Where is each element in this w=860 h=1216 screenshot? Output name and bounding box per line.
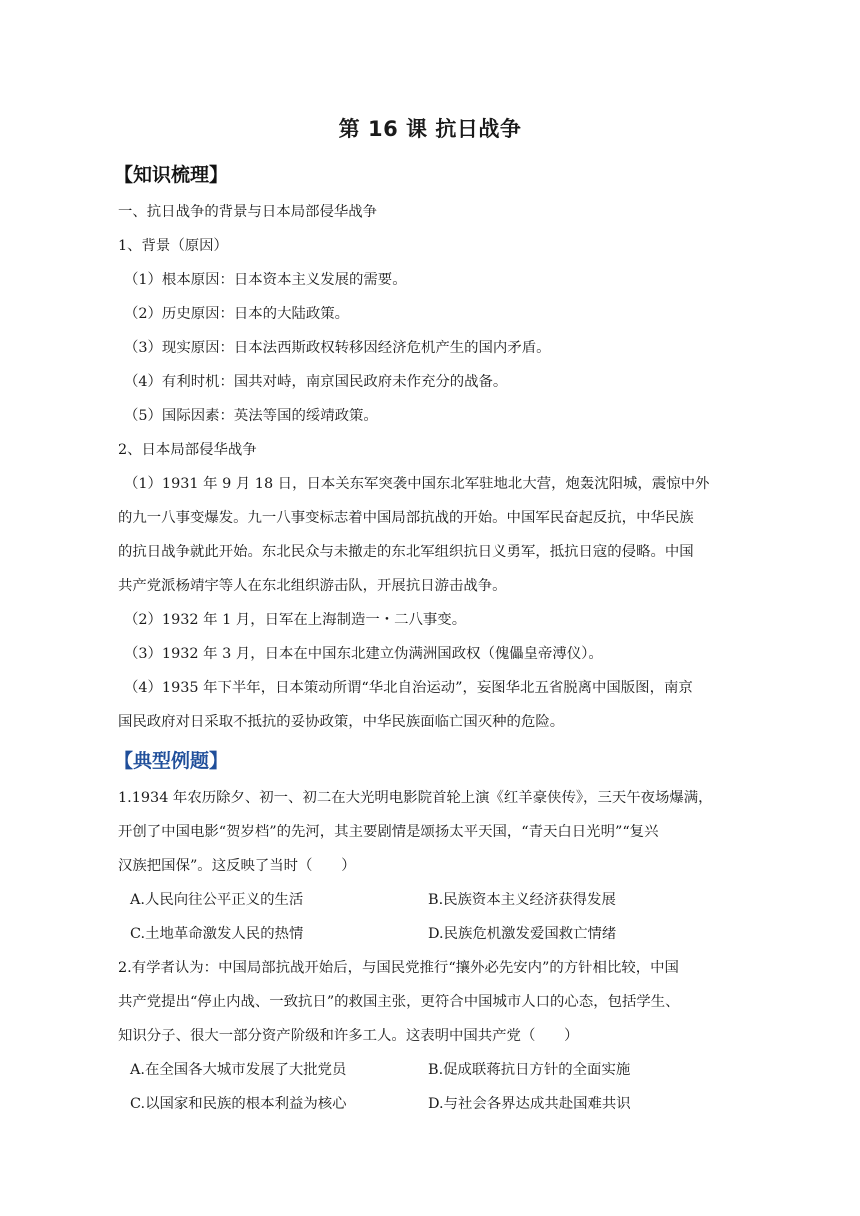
question-2-option-d[interactable]: D.与社会各界达成共赴国难共识 xyxy=(428,1096,631,1112)
war-paragraph-1-line-4: 共产党派杨靖宇等人在东北组织游击队，开展抗日游击战争。 xyxy=(118,578,507,594)
war-paragraph-1-line-2: 的九一八事变爆发。九一八事变标志着中国局部抗战的开始。中国军民奋起反抗，中华民族 xyxy=(118,510,694,526)
question-1-option-b[interactable]: B.民族资本主义经济获得发展 xyxy=(428,892,616,908)
question-1-option-c[interactable]: C.土地革命激发人民的热情 xyxy=(130,926,304,942)
question-2-option-a[interactable]: A.在全国各大城市发展了大批党员 xyxy=(130,1062,347,1078)
subheading-background: 1、背景（原因） xyxy=(118,238,228,254)
war-paragraph-2: （2）1932 年 1 月，日军在上海制造一・二八事变。 xyxy=(124,612,467,628)
war-paragraph-1-line-1: （1）1931 年 9 月 18 日，日本关东军突袭中国东北军驻地北大营，炮轰沈阳城，震惊中外 xyxy=(124,476,710,492)
question-1-stem-line-2: 开创了中国电影“贺岁档”的先河，其主要剧情是颂扬太平天国，“青天白日光明”“复兴 xyxy=(118,824,659,840)
question-1-stem-line-1: 1.1934 年农历除夕、初一、初二在大光明电影院首轮上演《红羊豪侠传》，三天午夜场爆满， xyxy=(118,790,713,806)
background-point-5: （5）国际因素：英法等国的绥靖政策。 xyxy=(124,408,378,424)
question-1-option-d[interactable]: D.民族危机激发爱国救亡情绪 xyxy=(428,926,617,942)
background-point-4: （4）有利时机：国共对峙，南京国民政府未作充分的战备。 xyxy=(124,374,508,390)
question-2-option-b[interactable]: B.促成联蒋抗日方针的全面实施 xyxy=(428,1062,631,1078)
background-point-3: （3）现实原因：日本法西斯政权转移因经济危机产生的国内矛盾。 xyxy=(124,340,551,356)
heading-background-and-war: 一、抗日战争的背景与日本局部侵华战争 xyxy=(118,204,378,220)
war-paragraph-4-line-1: （4）1935 年下半年，日本策动所谓“华北自治运动”，妄图华北五省脱离中国版图，南京 xyxy=(124,680,693,696)
lesson-title: 第 16 课 抗日战争 xyxy=(338,117,522,141)
section-heading-knowledge: 【知识梳理】 xyxy=(114,164,229,186)
war-paragraph-3: （3）1932 年 3 月，日本在中国东北建立伪满洲国政权（傀儡皇帝溥仪）。 xyxy=(124,646,603,662)
question-2-option-c[interactable]: C.以国家和民族的根本利益为核心 xyxy=(130,1096,347,1112)
war-paragraph-4-line-2: 国民政府对日采取不抵抗的妥协政策，中华民族面临亡国灭种的危险。 xyxy=(118,714,565,730)
subheading-partial-war: 2、日本局部侵华战争 xyxy=(118,442,257,458)
question-2-stem-line-3: 知识分子、很大一部分资产阶级和许多工人。这表明中国共产党（ ） xyxy=(118,1028,579,1044)
background-point-2: （2）历史原因：日本的大陆政策。 xyxy=(124,306,350,322)
question-1-stem-line-3: 汉族把国保”。这反映了当时（ ） xyxy=(118,858,356,874)
war-paragraph-1-line-3: 的抗日战争就此开始。东北民众与未撤走的东北军组织抗日义勇军，抵抗日寇的侵略。中国 xyxy=(118,544,694,560)
question-2-stem-line-1: 2.有学者认为：中国局部抗战开始后，与国民党推行“攘外必先安内”的方针相比较，中国 xyxy=(118,960,679,976)
question-1-option-a[interactable]: A.人民向往公平正义的生活 xyxy=(130,892,304,908)
question-2-stem-line-2: 共产党提出“停止内战、一致抗日”的救国主张，更符合中国城市人口的心态，包括学生、 xyxy=(118,994,680,1010)
section-heading-examples: 【典型例题】 xyxy=(114,750,229,772)
background-point-1: （1）根本原因：日本资本主义发展的需要。 xyxy=(124,272,407,288)
